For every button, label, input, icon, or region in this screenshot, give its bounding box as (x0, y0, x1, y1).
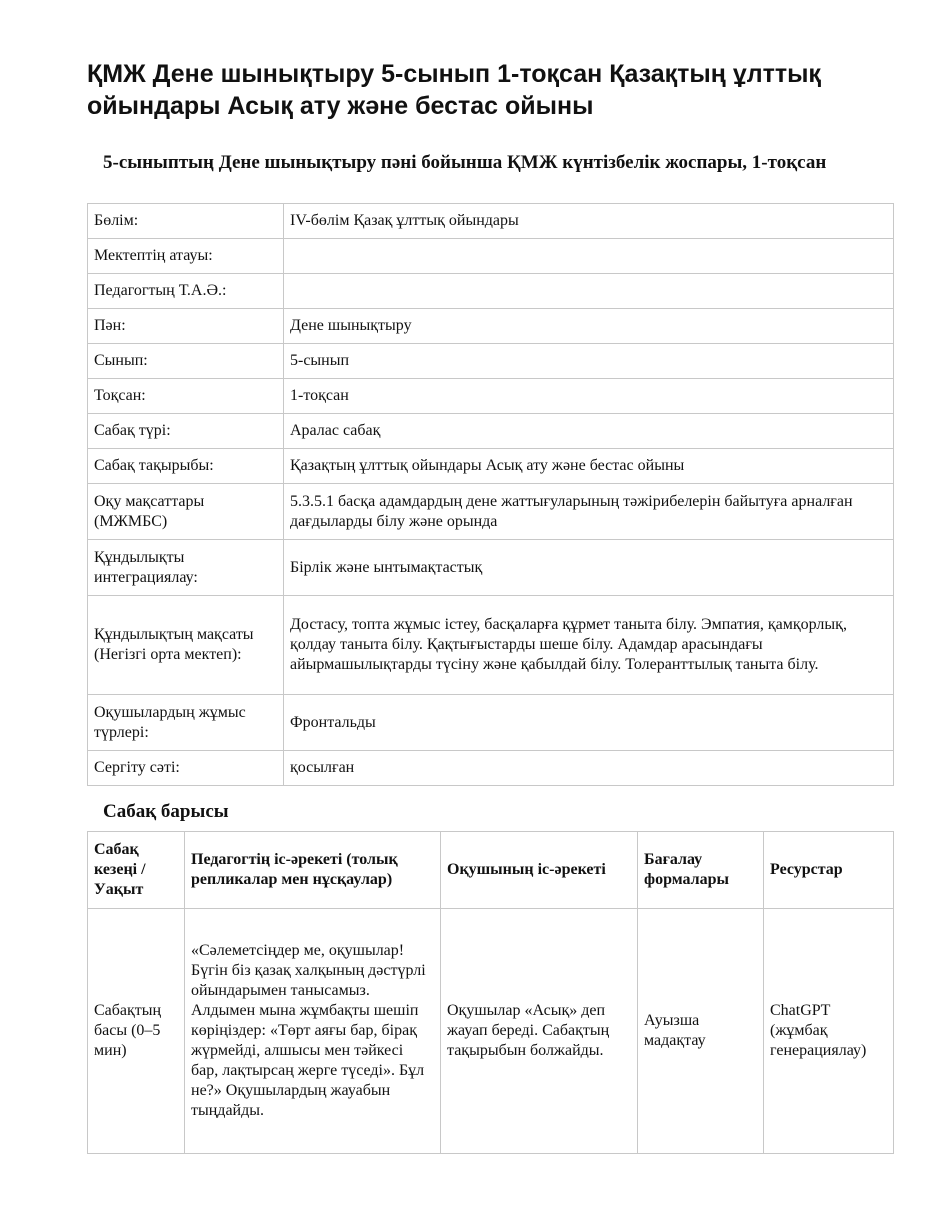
assessment-cell: Ауызша мадақтау (638, 909, 764, 1154)
lesson-flow-heading: Сабақ барысы (103, 801, 229, 822)
info-label: Педагогтың Т.А.Ә.: (88, 274, 284, 309)
table-row (88, 379, 894, 414)
table-row (88, 484, 894, 540)
plan-heading: 5-сыныптың Дене шынықтыру пәні бойынша ҚМЖ күнтізбелік жоспары, 1-тоқсан (103, 152, 827, 173)
info-value: 5-сынып (284, 344, 894, 379)
student-activity-cell: Оқушылар «Асық» деп жауап береді. Сабақтың тақырыбын болжайды. (441, 909, 638, 1154)
table-row (88, 309, 894, 344)
info-label: Сынып: (88, 344, 284, 379)
table-row (88, 540, 894, 596)
info-value: Бірлік және ынтымақтастық (284, 540, 894, 596)
teacher-activity-cell: «Сәлеметсіңдер ме, оқушылар! Бүгін біз қазақ халқының дәстүрлі ойындарымен танысамыз. Алдымен мына жұмбақты шешіп көріңіздер: «Төрт аяғы бар, бірақ жүрмейді, алшысы мен тәйкесі бар, лақтырсаң жерге түседі». Бұл не?» Оқушылардың жауабын тыңдайды. (185, 909, 441, 1154)
column-header-resources: Ресурстар (764, 832, 894, 909)
info-value: Достасу, топта жұмыс істеу, басқаларға құрмет таныта білу. Эмпатия, қамқорлық, қолдау таныта білу. Қақтығыстарды шеше білу. Адамдар арасындағы айырмашылықтарды түсіну және қабылдай білу. Толеранттылық таныта білу. (284, 596, 894, 695)
table-row (88, 695, 894, 751)
table-row (88, 596, 894, 695)
lesson-info-table (87, 203, 894, 786)
info-label: Тоқсан: (88, 379, 284, 414)
info-label: Пән: (88, 309, 284, 344)
table-row (88, 751, 894, 786)
info-label: Сабақ түрі: (88, 414, 284, 449)
info-value: Фронтальды (284, 695, 894, 751)
column-header-stage: Сабақ кезеңі / Уақыт (88, 832, 185, 909)
lesson-flow-table (87, 831, 894, 1154)
info-value (284, 239, 894, 274)
info-value: Қазақтың ұлттық ойындары Асық ату және бестас ойыны (284, 449, 894, 484)
document-title: ҚМЖ Дене шынықтыру 5-сынып 1-тоқсан Қазақтың ұлттық ойындары Асық ату және бестас ойыны (87, 60, 821, 120)
info-label: Сабақ тақырыбы: (88, 449, 284, 484)
info-value: IV-бөлім Қазақ ұлттық ойындары (284, 204, 894, 239)
table-row (88, 204, 894, 239)
info-value: 5.3.5.1 басқа адамдардың дене жаттығуларының тәжірибелерін байытуға арналған дағдыларды білу және орында (284, 484, 894, 540)
column-header-student: Оқушының іс-әрекеті (441, 832, 638, 909)
table-row (88, 449, 894, 484)
table-header-row (88, 832, 894, 909)
info-label: Мектептің атауы: (88, 239, 284, 274)
info-value (284, 274, 894, 309)
info-label: Құндылықты интеграциялау: (88, 540, 284, 596)
column-header-assessment: Бағалау формалары (638, 832, 764, 909)
info-label: Оқушылардың жұмыс түрлері: (88, 695, 284, 751)
info-value: қосылған (284, 751, 894, 786)
info-value: Дене шынықтыру (284, 309, 894, 344)
column-header-teacher: Педагогтің іс-әрекеті (толық репликалар мен нұсқаулар) (185, 832, 441, 909)
info-label: Бөлім: (88, 204, 284, 239)
info-label: Құндылықтың мақсаты (Негізгі орта мектеп): (88, 596, 284, 695)
table-row (88, 414, 894, 449)
info-value: Аралас сабақ (284, 414, 894, 449)
table-row (88, 344, 894, 379)
resources-cell: ChatGPT (жұмбақ генерациялау) (764, 909, 894, 1154)
info-value: 1-тоқсан (284, 379, 894, 414)
table-row (88, 239, 894, 274)
info-label: Сергіту сәті: (88, 751, 284, 786)
table-row (88, 909, 894, 1154)
info-label: Оқу мақсаттары (МЖМБС) (88, 484, 284, 540)
stage-cell: Сабақтың басы (0–5 мин) (88, 909, 185, 1154)
table-row (88, 274, 894, 309)
